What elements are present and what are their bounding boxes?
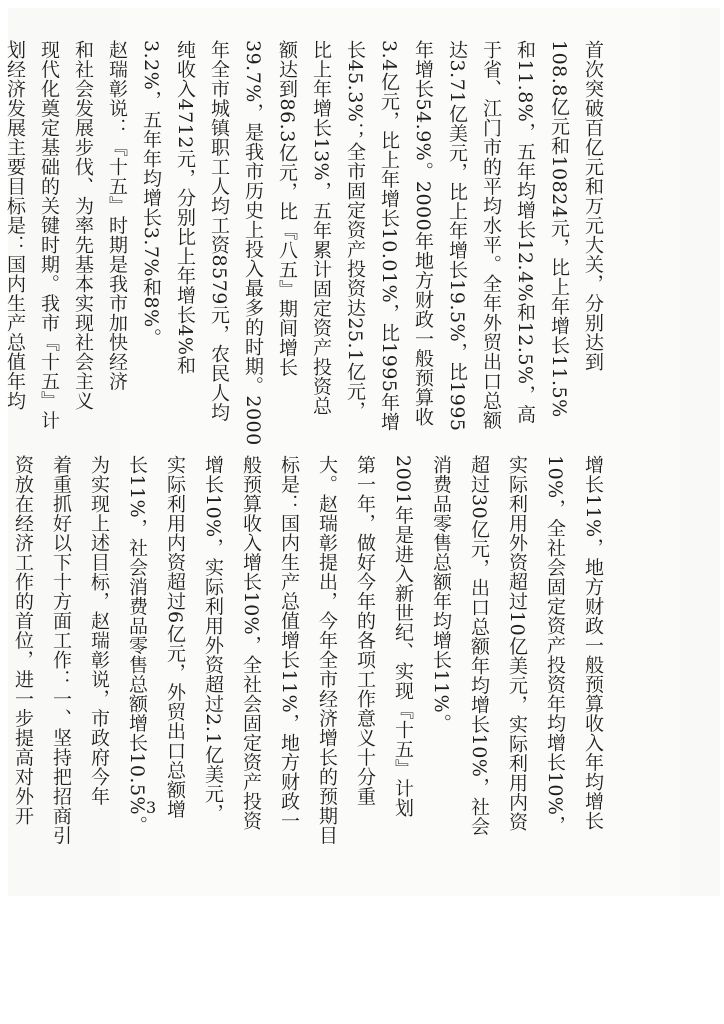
text-column: 108.8亿元和10824元，比上年增长11.5% (548, 40, 570, 418)
text-column: 年增长54.9%。2000年地方财政一般预算收 (412, 40, 434, 427)
text-column: 长11%，社会消费品零售总额增长10.5%。 (126, 455, 148, 835)
text-column: 年全市城镇职工人均工资8579元，农民人均 (208, 40, 230, 422)
text-column: 和11.8%，五年均增长12.4%和12.5%，高 (514, 40, 536, 424)
text-column: 10%，全社会固定资产投资年均增长10%， (544, 455, 566, 835)
text-column: 消费品零售总额年均增长11%。 (430, 455, 452, 733)
text-column: 2001年是进入新世纪、实现『十五』计划 (392, 455, 414, 818)
text-column: 赵瑞彰说：『十五』时期是我市加快经济 (106, 40, 128, 391)
page-number: 3 (146, 798, 157, 817)
text-column: 比上年增长13%，五年累计固定资产投资总 (310, 40, 332, 416)
text-column: 资放在经济工作的首位，进一步提高对外开 (12, 455, 34, 826)
text-column: 增长11%，地方财政一般预算收入年均增长 (582, 455, 604, 831)
text-column: 超过30亿元，出口总额年均增长10%，社会 (468, 455, 490, 836)
text-column: 3.2%，五年年均增长3.7%和8%。 (140, 40, 162, 348)
text-column: 达3.71亿美元，比上年增长19.5%，比1995 (446, 40, 468, 432)
text-column: 划经济发展主要目标是：国内生产总值年均 (4, 40, 26, 411)
text-column: 实际利用外资超过10亿美元，实际利用内资 (506, 455, 528, 832)
text-column: 现代化奠定基础的关键时期。我市『十五』计 (38, 40, 60, 430)
text-column: 实际利用内资超过6亿元，外贸出口总额增 (164, 455, 186, 819)
text-column: 39.7%，是我市历史上投入最多的时期。2000 (242, 40, 264, 446)
text-column: 大。赵瑞彰提出，今年全市经济增长的预期目 (316, 455, 338, 845)
text-column: 着重抓好以下十方面工作：一、坚持把招商引 (50, 455, 72, 845)
text-column: 为实现上述目标，赵瑞彰说，市政府今年 (88, 455, 110, 806)
text-column: 增长10%，实际利用外资超过2.1亿美元， (202, 455, 224, 823)
text-column: 般预算收入增长10%，全社会固定资产投资 (240, 455, 262, 831)
text-column: 和社会发展步伐、为率先基本实现社会主义 (72, 40, 94, 411)
text-column: 第一年，做好今年的各项工作意义十分重 (354, 455, 376, 806)
text-column: 3.4亿元，比上年增长10.01%，比1995年增 (378, 40, 400, 432)
text-column: 纯收入4712元，分别比上年增长4%和 (174, 40, 196, 375)
lower-text-block (12, 455, 606, 855)
text-column: 额达到86.3亿元，比『八五』期间增长 (276, 40, 298, 377)
upper-text-block (4, 40, 606, 446)
text-column: 于省、江门市的平均水平。全年外贸出口总额 (480, 40, 502, 430)
text-column: 首次突破百亿元和万元大关，分别达到 (582, 40, 604, 372)
text-column: 长45.3%；全市固定资产投资达25.1亿元， (344, 40, 366, 421)
text-column: 标是：国内生产总值增长11%，地方财政一 (278, 455, 300, 831)
